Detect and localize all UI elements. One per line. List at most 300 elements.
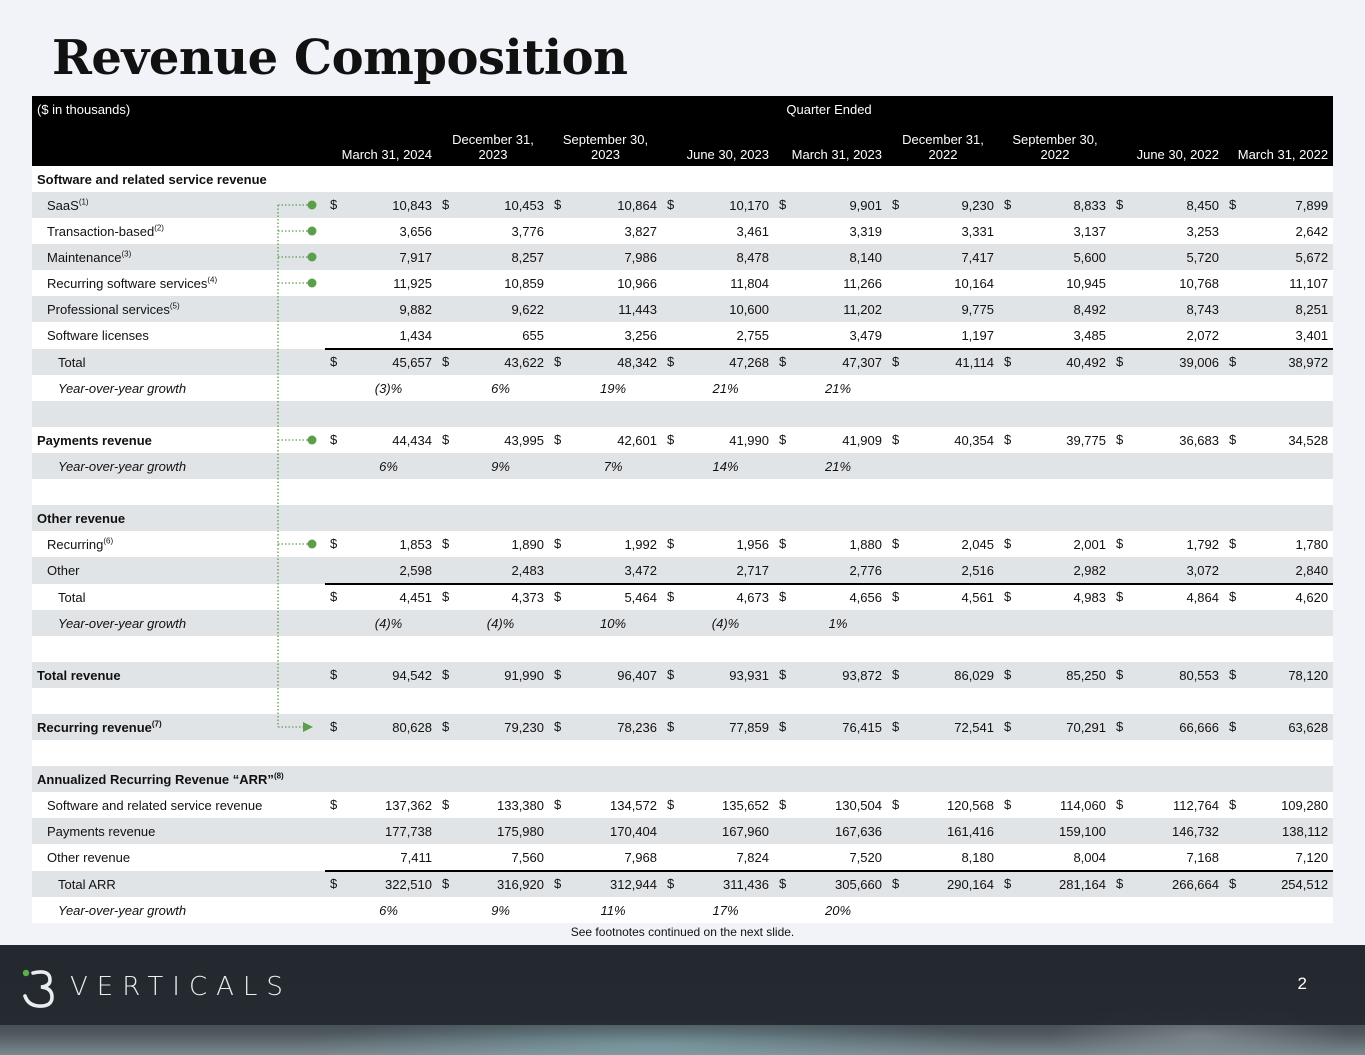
value-cell: 9% xyxy=(437,453,549,479)
value-cell: $ 79,230 xyxy=(437,714,549,740)
value-cell xyxy=(774,766,887,792)
value-cell: 177,738 xyxy=(325,818,437,844)
value-cell: 11,266 xyxy=(774,270,887,296)
value-cell: $ 78,120 xyxy=(1224,662,1333,688)
value-cell xyxy=(662,505,774,531)
value-cell: 5,720 xyxy=(1111,244,1224,270)
value-cell xyxy=(999,688,1111,714)
value-cell xyxy=(1111,479,1224,505)
value-cell: 2,776 xyxy=(774,557,887,584)
value-cell: $ 4,864 xyxy=(1111,584,1224,610)
logo-mark-icon xyxy=(20,965,62,1009)
value-cell xyxy=(1224,740,1333,766)
value-cell: $ 137,362 xyxy=(325,792,437,818)
value-cell xyxy=(437,636,549,662)
value-cell xyxy=(999,401,1111,427)
value-cell: $ 80,553 xyxy=(1111,662,1224,688)
value-cell: 3,072 xyxy=(1111,557,1224,584)
value-cell: 7,917 xyxy=(325,244,437,270)
value-cell xyxy=(437,766,549,792)
row-label: Year-over-year growth xyxy=(32,453,325,479)
row-label: Payments revenue xyxy=(32,427,325,453)
value-cell: $ 266,664 xyxy=(1111,871,1224,897)
value-cell: 8,180 xyxy=(887,844,999,871)
value-cell xyxy=(325,766,437,792)
value-cell xyxy=(1111,740,1224,766)
value-cell: 7,417 xyxy=(887,244,999,270)
value-cell xyxy=(1111,505,1224,531)
value-cell xyxy=(887,766,999,792)
table-row xyxy=(32,270,1333,296)
value-cell: $ 8,450 xyxy=(1111,192,1224,218)
value-cell: $ 66,666 xyxy=(1111,714,1224,740)
value-cell xyxy=(437,505,549,531)
value-cell: $ 44,434 xyxy=(325,427,437,453)
value-cell: 175,980 xyxy=(437,818,549,844)
row-label: Recurring$^{(6)}$ xyxy=(32,531,325,557)
table-row xyxy=(32,296,1333,322)
row-label: Total xyxy=(32,584,325,610)
value-cell xyxy=(325,166,437,192)
value-cell: 3,656 xyxy=(325,218,437,244)
table-row xyxy=(32,244,1333,270)
table-body xyxy=(32,166,1333,923)
value-cell: 6% xyxy=(325,453,437,479)
value-cell xyxy=(1224,401,1333,427)
value-cell: 2,598 xyxy=(325,557,437,584)
value-cell xyxy=(887,740,999,766)
row-label xyxy=(32,479,325,505)
value-cell xyxy=(1224,636,1333,662)
value-cell xyxy=(1224,766,1333,792)
value-cell: 11,925 xyxy=(325,270,437,296)
value-cell: $ 94,542 xyxy=(325,662,437,688)
row-label: Other xyxy=(32,557,325,584)
value-cell: $ 86,029 xyxy=(887,662,999,688)
value-cell: $ 93,931 xyxy=(662,662,774,688)
value-cell: $ 38,972 xyxy=(1224,349,1333,375)
table-row xyxy=(32,636,1333,662)
value-cell xyxy=(662,166,774,192)
value-cell: $ 1,780 xyxy=(1224,531,1333,557)
value-cell xyxy=(325,740,437,766)
value-cell: $ 9,230 xyxy=(887,192,999,218)
table-row xyxy=(32,740,1333,766)
value-cell xyxy=(325,636,437,662)
value-cell xyxy=(999,453,1111,479)
value-cell xyxy=(887,897,999,923)
value-cell: $ 4,983 xyxy=(999,584,1111,610)
table-row xyxy=(32,714,1333,740)
value-cell xyxy=(1111,375,1224,401)
value-cell: $ 48,342 xyxy=(549,349,662,375)
row-label: Annualized Recurring Revenue “ARR”$^{(8)}$ xyxy=(32,766,325,792)
value-cell: $ 4,620 xyxy=(1224,584,1333,610)
value-cell: 2,642 xyxy=(1224,218,1333,244)
value-cell: 167,960 xyxy=(662,818,774,844)
value-cell: 7,824 xyxy=(662,844,774,871)
revenue-table xyxy=(32,96,1333,923)
column-header: December 31, 2022 xyxy=(887,122,999,166)
footnote-marker: (7) xyxy=(151,719,162,729)
value-cell: $ 133,380 xyxy=(437,792,549,818)
value-cell xyxy=(1224,610,1333,636)
value-cell: 6% xyxy=(325,897,437,923)
value-cell xyxy=(774,636,887,662)
table-row xyxy=(32,427,1333,453)
footnote-marker: (1) xyxy=(78,197,89,207)
footer-banner xyxy=(0,945,1365,1055)
value-cell: 8,478 xyxy=(662,244,774,270)
value-cell: 7,560 xyxy=(437,844,549,871)
value-cell xyxy=(1111,766,1224,792)
value-cell: 7,120 xyxy=(1224,844,1333,871)
row-label: Recurring software services$^{(4)}$ xyxy=(32,270,325,296)
value-cell: $ 109,280 xyxy=(1224,792,1333,818)
value-cell: 1% xyxy=(774,610,887,636)
table-row xyxy=(32,662,1333,688)
row-label: Software licenses xyxy=(32,322,325,349)
value-cell: 21% xyxy=(774,375,887,401)
table-row xyxy=(32,375,1333,401)
row-label xyxy=(32,636,325,662)
value-cell xyxy=(1224,688,1333,714)
value-cell: 3,472 xyxy=(549,557,662,584)
value-cell: 10,768 xyxy=(1111,270,1224,296)
value-cell: $ 10,453 xyxy=(437,192,549,218)
value-cell: $ 4,451 xyxy=(325,584,437,610)
value-cell: $ 72,541 xyxy=(887,714,999,740)
page-number: 2 xyxy=(1297,974,1307,993)
column-header: June 30, 2023 xyxy=(662,122,774,166)
value-cell: 7,986 xyxy=(549,244,662,270)
value-cell: $ 254,512 xyxy=(1224,871,1333,897)
value-cell: $ 85,250 xyxy=(999,662,1111,688)
value-cell xyxy=(887,375,999,401)
row-label: Year-over-year growth xyxy=(32,610,325,636)
value-cell xyxy=(999,479,1111,505)
table-row xyxy=(32,844,1333,871)
group-label: Quarter Ended xyxy=(325,96,1333,122)
value-cell xyxy=(887,688,999,714)
value-cell: $ 1,853 xyxy=(325,531,437,557)
value-cell xyxy=(887,453,999,479)
value-cell xyxy=(1224,479,1333,505)
value-cell: $ 8,833 xyxy=(999,192,1111,218)
value-cell xyxy=(549,166,662,192)
value-cell: $ 130,504 xyxy=(774,792,887,818)
value-cell xyxy=(774,479,887,505)
value-cell: 146,732 xyxy=(1111,818,1224,844)
value-cell xyxy=(549,688,662,714)
value-cell xyxy=(325,479,437,505)
table-row xyxy=(32,531,1333,557)
header-row-dates xyxy=(32,122,1333,166)
value-cell xyxy=(325,688,437,714)
value-cell: $ 96,407 xyxy=(549,662,662,688)
value-cell: $ 1,956 xyxy=(662,531,774,557)
table-row xyxy=(32,349,1333,375)
value-cell xyxy=(325,505,437,531)
column-header: March 31, 2023 xyxy=(774,122,887,166)
value-cell: $ 47,268 xyxy=(662,349,774,375)
value-cell xyxy=(887,636,999,662)
value-cell: (4)% xyxy=(325,610,437,636)
value-cell: 8,004 xyxy=(999,844,1111,871)
value-cell xyxy=(1224,453,1333,479)
value-cell: 3,253 xyxy=(1111,218,1224,244)
value-cell: 17% xyxy=(662,897,774,923)
column-header: December 31, 2023 xyxy=(437,122,549,166)
value-cell: $ 316,920 xyxy=(437,871,549,897)
value-cell: $ 7,899 xyxy=(1224,192,1333,218)
table-row xyxy=(32,818,1333,844)
table-row xyxy=(32,322,1333,349)
value-cell: 161,416 xyxy=(887,818,999,844)
value-cell: $ 10,843 xyxy=(325,192,437,218)
table-row xyxy=(32,479,1333,505)
value-cell xyxy=(1224,375,1333,401)
value-cell xyxy=(549,766,662,792)
logo-text: VERTICALS xyxy=(70,972,292,1002)
value-cell: $ 39,775 xyxy=(999,427,1111,453)
row-label xyxy=(32,401,325,427)
footnote: See footnotes continued on the next slide. xyxy=(570,925,795,939)
value-cell: $ 80,628 xyxy=(325,714,437,740)
column-header: September 30, 2023 xyxy=(549,122,662,166)
value-cell xyxy=(999,766,1111,792)
value-cell: $ 5,464 xyxy=(549,584,662,610)
table-row xyxy=(32,610,1333,636)
value-cell: $ 40,492 xyxy=(999,349,1111,375)
value-cell: (4)% xyxy=(662,610,774,636)
value-cell xyxy=(887,166,999,192)
value-cell: 8,492 xyxy=(999,296,1111,322)
value-cell xyxy=(1111,453,1224,479)
value-cell: $ 41,909 xyxy=(774,427,887,453)
value-cell xyxy=(1111,688,1224,714)
value-cell xyxy=(662,740,774,766)
value-cell: 21% xyxy=(662,375,774,401)
value-cell xyxy=(887,505,999,531)
value-cell: $ 34,528 xyxy=(1224,427,1333,453)
value-cell: $ 4,673 xyxy=(662,584,774,610)
value-cell: 20% xyxy=(774,897,887,923)
table-row xyxy=(32,766,1333,792)
value-cell: $ 36,683 xyxy=(1111,427,1224,453)
value-cell: 2,840 xyxy=(1224,557,1333,584)
value-cell xyxy=(999,166,1111,192)
value-cell: $ 43,622 xyxy=(437,349,549,375)
value-cell xyxy=(999,740,1111,766)
value-cell: $ 312,944 xyxy=(549,871,662,897)
row-label: Transaction-based$^{(2)}$ xyxy=(32,218,325,244)
value-cell: 2,982 xyxy=(999,557,1111,584)
row-label: Maintenance$^{(3)}$ xyxy=(32,244,325,270)
value-cell xyxy=(999,505,1111,531)
value-cell: 7,168 xyxy=(1111,844,1224,871)
value-cell xyxy=(549,505,662,531)
value-cell: 10,966 xyxy=(549,270,662,296)
header-blank xyxy=(32,122,325,166)
value-cell: $ 311,436 xyxy=(662,871,774,897)
column-header: September 30, 2022 xyxy=(999,122,1111,166)
value-cell xyxy=(662,766,774,792)
value-cell: 3,461 xyxy=(662,218,774,244)
value-cell: $ 40,354 xyxy=(887,427,999,453)
value-cell: 11,107 xyxy=(1224,270,1333,296)
column-header: March 31, 2024 xyxy=(325,122,437,166)
value-cell: 3,137 xyxy=(999,218,1111,244)
value-cell: 10,164 xyxy=(887,270,999,296)
row-label: Payments revenue xyxy=(32,818,325,844)
value-cell xyxy=(887,610,999,636)
table-row xyxy=(32,584,1333,610)
value-cell: $ 2,001 xyxy=(999,531,1111,557)
value-cell: 2,072 xyxy=(1111,322,1224,349)
value-cell: 8,257 xyxy=(437,244,549,270)
value-cell xyxy=(549,479,662,505)
value-cell xyxy=(999,897,1111,923)
value-cell: $ 1,880 xyxy=(774,531,887,557)
row-label: Professional services$^{(5)}$ xyxy=(32,296,325,322)
value-cell: $ 41,114 xyxy=(887,349,999,375)
value-cell xyxy=(1224,166,1333,192)
value-cell xyxy=(549,740,662,766)
value-cell: 9,882 xyxy=(325,296,437,322)
value-cell: $ 39,006 xyxy=(1111,349,1224,375)
value-cell: $ 77,859 xyxy=(662,714,774,740)
value-cell xyxy=(1111,636,1224,662)
value-cell: 9,622 xyxy=(437,296,549,322)
value-cell: $ 112,764 xyxy=(1111,792,1224,818)
value-cell: $ 290,164 xyxy=(887,871,999,897)
value-cell: 2,755 xyxy=(662,322,774,349)
value-cell: 11% xyxy=(549,897,662,923)
value-cell: 10,600 xyxy=(662,296,774,322)
value-cell: $ 305,660 xyxy=(774,871,887,897)
table-row xyxy=(32,166,1333,192)
row-label: Year-over-year growth xyxy=(32,375,325,401)
row-label: Software and related service revenue xyxy=(32,166,325,192)
value-cell: 6% xyxy=(437,375,549,401)
column-header: March 31, 2022 xyxy=(1224,122,1333,166)
value-cell: $ 42,601 xyxy=(549,427,662,453)
value-cell: 3,827 xyxy=(549,218,662,244)
value-cell: 7,520 xyxy=(774,844,887,871)
row-label: Year-over-year growth xyxy=(32,897,325,923)
value-cell: 3,479 xyxy=(774,322,887,349)
value-cell: 138,112 xyxy=(1224,818,1333,844)
table-row xyxy=(32,688,1333,714)
value-cell: $ 120,568 xyxy=(887,792,999,818)
value-cell: $ 4,373 xyxy=(437,584,549,610)
value-cell xyxy=(662,479,774,505)
value-cell: 8,140 xyxy=(774,244,887,270)
row-label: SaaS$^{(1)}$ xyxy=(32,192,325,218)
table-row xyxy=(32,192,1333,218)
value-cell: $ 322,510 xyxy=(325,871,437,897)
footnote-marker: (4) xyxy=(207,275,218,285)
value-cell: 11,804 xyxy=(662,270,774,296)
value-cell: 14% xyxy=(662,453,774,479)
value-cell: 159,100 xyxy=(999,818,1111,844)
footnote-marker: (8) xyxy=(273,771,284,781)
value-cell: $ 1,992 xyxy=(549,531,662,557)
value-cell: $ 9,901 xyxy=(774,192,887,218)
value-cell xyxy=(1224,897,1333,923)
table-row xyxy=(32,557,1333,584)
value-cell: $ 4,656 xyxy=(774,584,887,610)
table-row xyxy=(32,401,1333,427)
value-cell xyxy=(437,479,549,505)
value-cell: $ 76,415 xyxy=(774,714,887,740)
value-cell: $ 45,657 xyxy=(325,349,437,375)
footnote-marker: (6) xyxy=(103,536,114,546)
value-cell: 2,516 xyxy=(887,557,999,584)
value-cell xyxy=(1111,401,1224,427)
value-cell xyxy=(1111,166,1224,192)
value-cell xyxy=(999,636,1111,662)
value-cell: $ 134,572 xyxy=(549,792,662,818)
value-cell: $ 10,170 xyxy=(662,192,774,218)
value-cell: 2,483 xyxy=(437,557,549,584)
value-cell: 7,968 xyxy=(549,844,662,871)
value-cell: $ 114,060 xyxy=(999,792,1111,818)
value-cell: 11,443 xyxy=(549,296,662,322)
value-cell xyxy=(437,688,549,714)
value-cell: 2,717 xyxy=(662,557,774,584)
value-cell: 8,251 xyxy=(1224,296,1333,322)
value-cell xyxy=(662,401,774,427)
value-cell xyxy=(662,636,774,662)
company-logo xyxy=(20,965,292,1009)
value-cell: $ 10,864 xyxy=(549,192,662,218)
value-cell: 1,197 xyxy=(887,322,999,349)
value-cell: 10% xyxy=(549,610,662,636)
value-cell: 3,485 xyxy=(999,322,1111,349)
value-cell: 10,859 xyxy=(437,270,549,296)
revenue-table-container xyxy=(32,96,1333,923)
table-row xyxy=(32,897,1333,923)
value-cell xyxy=(1224,505,1333,531)
value-cell xyxy=(325,401,437,427)
value-cell: 655 xyxy=(437,322,549,349)
value-cell: $ 41,990 xyxy=(662,427,774,453)
value-cell xyxy=(999,375,1111,401)
value-cell: 3,256 xyxy=(549,322,662,349)
value-cell xyxy=(774,505,887,531)
value-cell: $ 63,628 xyxy=(1224,714,1333,740)
value-cell xyxy=(437,401,549,427)
value-cell: $ 1,792 xyxy=(1111,531,1224,557)
value-cell: 3,776 xyxy=(437,218,549,244)
column-header: June 30, 2022 xyxy=(1111,122,1224,166)
value-cell xyxy=(1111,897,1224,923)
value-cell xyxy=(662,688,774,714)
footnote-marker: (5) xyxy=(169,301,180,311)
value-cell: 21% xyxy=(774,453,887,479)
value-cell: $ 281,164 xyxy=(999,871,1111,897)
value-cell: $ 1,890 xyxy=(437,531,549,557)
row-label: Total revenue xyxy=(32,662,325,688)
value-cell: $ 93,872 xyxy=(774,662,887,688)
row-label: Recurring revenue$^{(7)}$ xyxy=(32,714,325,740)
value-cell: 170,404 xyxy=(549,818,662,844)
value-cell: $ 43,995 xyxy=(437,427,549,453)
row-label xyxy=(32,740,325,766)
value-cell: 19% xyxy=(549,375,662,401)
